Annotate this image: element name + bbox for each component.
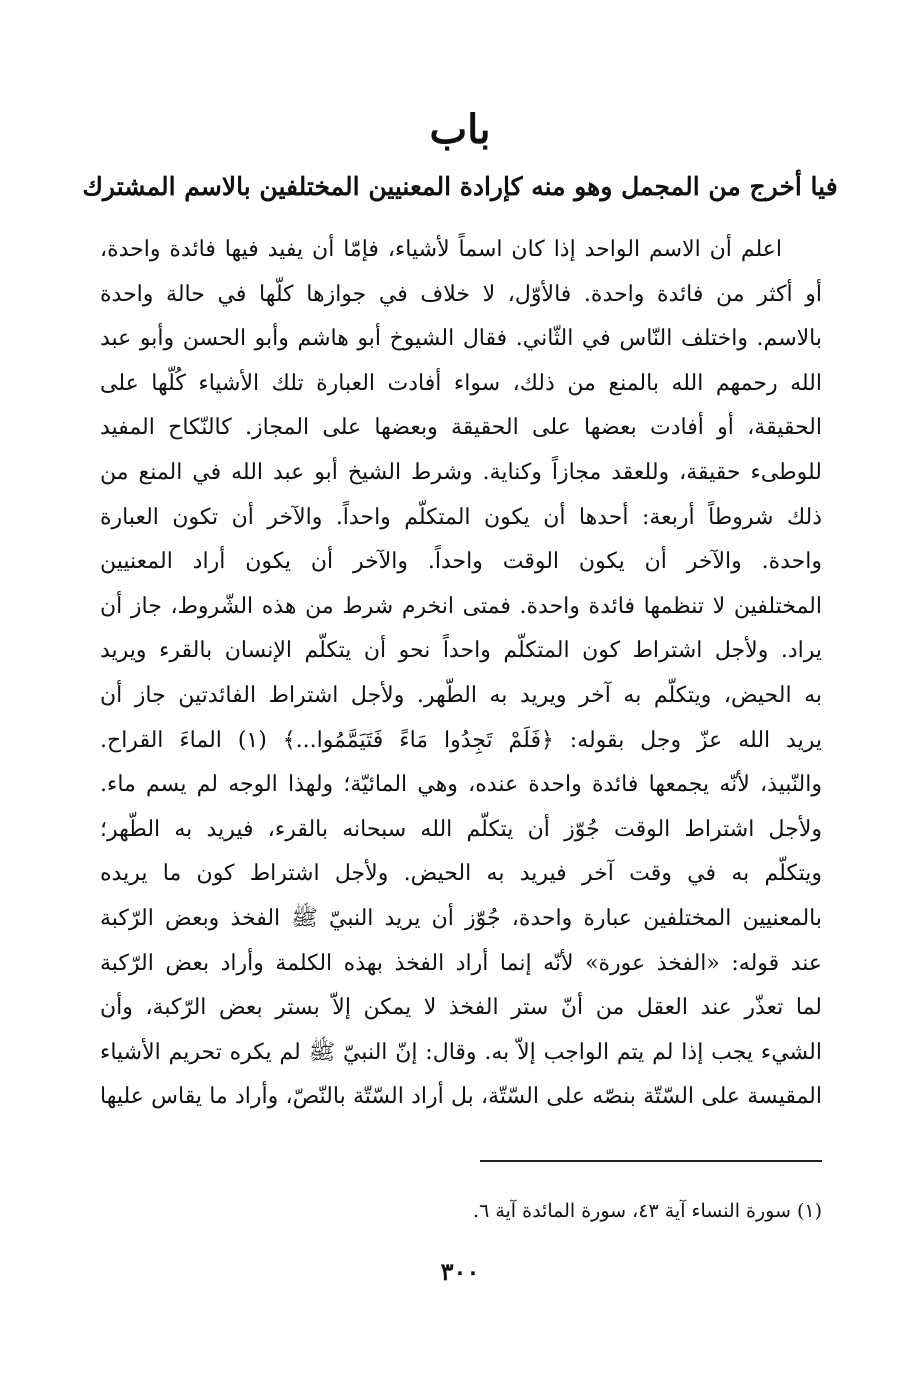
text-line: الشيء يجب إذا لم يتم الواجب إلاّ به. وقال: إنّ النبيّ ﷺ لم يكره تحريم الأشياء xyxy=(100,1039,822,1065)
text-line: ذلك شروطاً أربعة: أحدها أن يكون المتكلّم واحداً. والآخر أن تكون العبارة xyxy=(100,504,822,530)
chapter-title: باب xyxy=(429,106,491,153)
text-line: ولأجل اشتراط الوقت جُوّز أن يتكلّم الله سبحانه بالقرء، فيريد به الطّهر؛ xyxy=(100,816,822,842)
body-paragraph xyxy=(100,228,822,1120)
text-line: بالمعنيين المختلفين عبارة واحدة، جُوّز أن يريد النبيّ ﷺ الفخذ وبعض الرّكبة xyxy=(100,905,822,931)
text-line: اعلم أن الاسم الواحد إذا كان اسماً لأشياء، فإمّا أن يفيد فيها فائدة واحدة، xyxy=(100,237,782,262)
text-line: لما تعذّر عند العقل من أنّ ستر الفخذ لا يمكن إلاّ بستر بعض الرّكبة، وأن xyxy=(100,995,822,1021)
text-line: ويتكلّم به في وقت آخر فيريد به الحيض. ولأجل اشتراط كون ما يريده xyxy=(100,861,822,887)
text-line: عند قوله: «الفخذ عورة» لأنّه إنما أراد الفخذ بهذه الكلمة وأراد بعض الرّكبة xyxy=(100,950,822,976)
text-line: الله رحمهم الله بالمنع من ذلك، سواء أفادت العبارة تلك الأشياء كُلّها على xyxy=(100,370,822,396)
text-line: واحدة. والآخر أن يكون الوقت واحداً. والآخر أن يكون أراد المعنيين xyxy=(100,549,822,575)
page-number: ٣٠٠ xyxy=(440,1257,480,1286)
text-line: والنّبيذ، لأنّه يجمعها فائدة واحدة عنده، وهي المائيّة؛ ولهذا الوجه لم يسم ماء. xyxy=(100,772,822,798)
text-line: يريد الله عزّ وجل بقوله: ﴿فَلَمْ تَجِدُوا مَاءً فَتَيَمَّمُوا...﴾ (١) الماءَ القراح. xyxy=(100,727,822,753)
text-line: للوطىء حقيقة، وللعقد مجازاً وكناية. وشرط الشيخ أبو عبد الله في المنع من xyxy=(100,459,822,485)
footnote: (١) سورة النساء آية ٤٣، سورة المائدة آية ٦. xyxy=(473,1200,822,1222)
chapter-subtitle: فيا أخرج من المجمل وهو منه كإرادة المعنيين المختلفين بالاسم المشترك xyxy=(82,172,838,201)
footnote-divider xyxy=(480,1160,822,1162)
text-line: الحقيقة، أو أفادت بعضها على الحقيقة وبعضها على المجاز. كالنّكاح المفيد xyxy=(100,415,822,441)
text-line: بالاسم. واختلف النّاس في الثّاني. فقال الشيوخ أبو هاشم وأبو الحسن وأبو عبد xyxy=(100,326,822,352)
text-line: المقيسة على السّتّة بنصّه على السّتّة، بل أراد السّتّة بالنّصّ، وأراد ما يقاس عليها xyxy=(100,1084,822,1110)
text-line: المختلفين لا تنظمها فائدة واحدة. فمتى انخرم شرط من هذه الشّروط، جاز أن xyxy=(100,593,822,619)
text-line: يراد. ولأجل اشتراط كون المتكلّم واحداً نحو أن يتكلّم الإنسان بالقرء ويريد xyxy=(100,638,822,664)
text-line: به الحيض، ويتكلّم به آخر ويريد به الطّهر. ولأجل اشتراط الفائدتين جاز أن xyxy=(100,682,822,708)
text-line: أو أكثر من فائدة واحدة. فالأوّل، لا خلاف في جوازها كلّها في حالة واحدة xyxy=(100,281,822,307)
